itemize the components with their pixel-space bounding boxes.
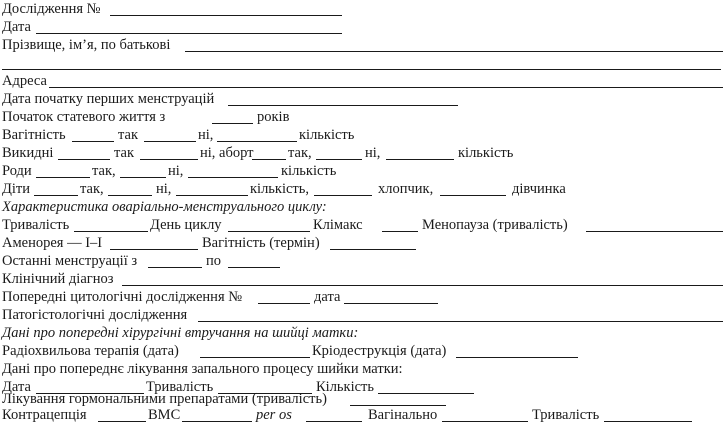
study-no-label: Дослідження № <box>2 1 101 17</box>
sex-life-field[interactable] <box>212 123 253 124</box>
miscarriage-field-1[interactable] <box>58 159 110 160</box>
diagnosis-field[interactable] <box>122 285 723 286</box>
births-field-3[interactable] <box>188 177 278 178</box>
births-field-2[interactable] <box>120 177 166 178</box>
hormonal-label: Лікування гормональними препаратами (тривалість) <box>2 391 327 407</box>
births-count: кількість <box>281 163 337 179</box>
inflammation-duration-label: Тривалість <box>146 379 214 395</box>
births-field-1[interactable] <box>36 177 90 178</box>
surname-field[interactable] <box>185 51 723 52</box>
inflammation-header: Дані про попереднє лікування запального процесу шийки матки: <box>2 361 403 377</box>
surgery-header: Дані про попередні хірургічні втручання на шийці матки: <box>2 325 359 341</box>
menopause-label: Менопауза (тривалість) <box>422 217 568 233</box>
pregnancy-field-3[interactable] <box>217 141 297 142</box>
last-menses-from-field[interactable] <box>148 267 202 268</box>
cytology-no-field[interactable] <box>258 303 310 304</box>
sex-life-label: Початок статевого життя з <box>2 109 166 125</box>
last-menses-to: по <box>206 253 222 269</box>
histology-label: Патогістологічні дослідження <box>2 307 188 323</box>
children-boys: хлопчик, <box>378 181 434 197</box>
miscarriage-field-5[interactable] <box>386 159 454 160</box>
miscarriage-no: ні, аборт <box>200 145 254 161</box>
inflammation-count-label: Кількість <box>316 379 375 395</box>
pregnancy-term-field[interactable] <box>330 249 416 250</box>
climax-label: Клімакс <box>313 217 363 233</box>
cycle-duration-field[interactable] <box>74 231 148 232</box>
pregnancy-field-2[interactable] <box>144 141 196 142</box>
last-menses-to-field[interactable] <box>228 267 280 268</box>
diagnosis-label: Клінічний діагноз <box>2 271 114 287</box>
date-label: Дата <box>2 19 31 35</box>
miscarriage-no2: ні, <box>365 145 381 161</box>
iud-field[interactable] <box>182 421 252 422</box>
cycle-duration-label: Тривалість <box>2 217 70 233</box>
children-label: Діти <box>2 181 31 197</box>
menarche-field[interactable] <box>228 105 458 106</box>
cycle-day-field[interactable] <box>228 231 310 232</box>
amenorrhea-field[interactable] <box>110 249 198 250</box>
menopause-field[interactable] <box>586 231 723 232</box>
inflammation-count-field[interactable] <box>378 393 474 394</box>
contraception-label: Контрацепція <box>2 407 87 423</box>
surname-label: Прізвище, ім’я, по батькові <box>2 37 171 53</box>
address-field[interactable] <box>49 87 723 88</box>
date-field[interactable] <box>36 33 342 34</box>
cycle-day-label: День циклу <box>150 217 222 233</box>
cycle-header: Характеристика оваріально-менструального циклу: <box>2 199 327 215</box>
climax-field[interactable] <box>382 231 418 232</box>
pregnancy-field-1[interactable] <box>72 141 114 142</box>
miscarriage-label: Викидні <box>2 145 54 161</box>
histology-field[interactable] <box>198 321 723 322</box>
miscarriage-field-3[interactable] <box>252 159 286 160</box>
pregnancy-term-label: Вагітність (термін) <box>202 235 320 251</box>
miscarriage-yes: так <box>114 145 134 161</box>
cytology-date-label: дата <box>314 289 341 305</box>
children-field-4[interactable] <box>314 195 372 196</box>
radiowave-label: Радіохвильова терапія (дата) <box>2 343 179 359</box>
miscarriage-field-4[interactable] <box>316 159 362 160</box>
contraception-duration-field[interactable] <box>604 421 692 422</box>
children-field-3[interactable] <box>176 195 248 196</box>
amenorrhea-label: Аменорея — I–I <box>2 235 103 251</box>
children-girls: дівчинка <box>512 181 566 197</box>
pregnancy-count: кількість <box>299 127 355 143</box>
last-menses-label: Останні менструації з <box>2 253 138 269</box>
cytology-label: Попередні цитологічні дослідження № <box>2 289 243 305</box>
iud-label: ВМС <box>148 407 181 423</box>
children-yes: так, <box>80 181 104 197</box>
pregnancy-no: ні, <box>198 127 214 143</box>
per-os-label: per os <box>256 407 292 423</box>
study-no-field[interactable] <box>110 15 342 16</box>
vaginal-label: Вагінально <box>368 407 438 423</box>
sex-life-suffix: років <box>257 109 290 125</box>
radiowave-field[interactable] <box>200 357 310 358</box>
address-label: Адреса <box>2 73 47 89</box>
children-count: кількість, <box>250 181 310 197</box>
children-field-5[interactable] <box>440 195 506 196</box>
contraception-duration-label: Тривалість <box>532 407 600 423</box>
pregnancy-label: Вагітність <box>2 127 66 143</box>
children-field-1[interactable] <box>34 195 78 196</box>
cytology-date-field[interactable] <box>344 303 438 304</box>
pregnancy-yes: так <box>118 127 138 143</box>
per-os-field[interactable] <box>306 421 362 422</box>
births-label: Роди <box>2 163 32 179</box>
births-yes: так, <box>92 163 116 179</box>
cryo-field[interactable] <box>456 357 578 358</box>
contraception-field-1[interactable] <box>98 421 146 422</box>
surname-field-line2[interactable] <box>2 69 721 70</box>
miscarriage-count: кількість <box>458 145 514 161</box>
cryo-label: Кріодеструкція (дата) <box>312 343 447 359</box>
miscarriage-yes2: так, <box>288 145 312 161</box>
inflammation-date-label: Дата <box>2 379 31 395</box>
menarche-label: Дата початку перших менструацій <box>2 91 215 107</box>
children-field-2[interactable] <box>108 195 152 196</box>
children-no: ні, <box>156 181 172 197</box>
miscarriage-field-2[interactable] <box>140 159 198 160</box>
births-no: ні, <box>168 163 184 179</box>
vaginal-field[interactable] <box>442 421 528 422</box>
